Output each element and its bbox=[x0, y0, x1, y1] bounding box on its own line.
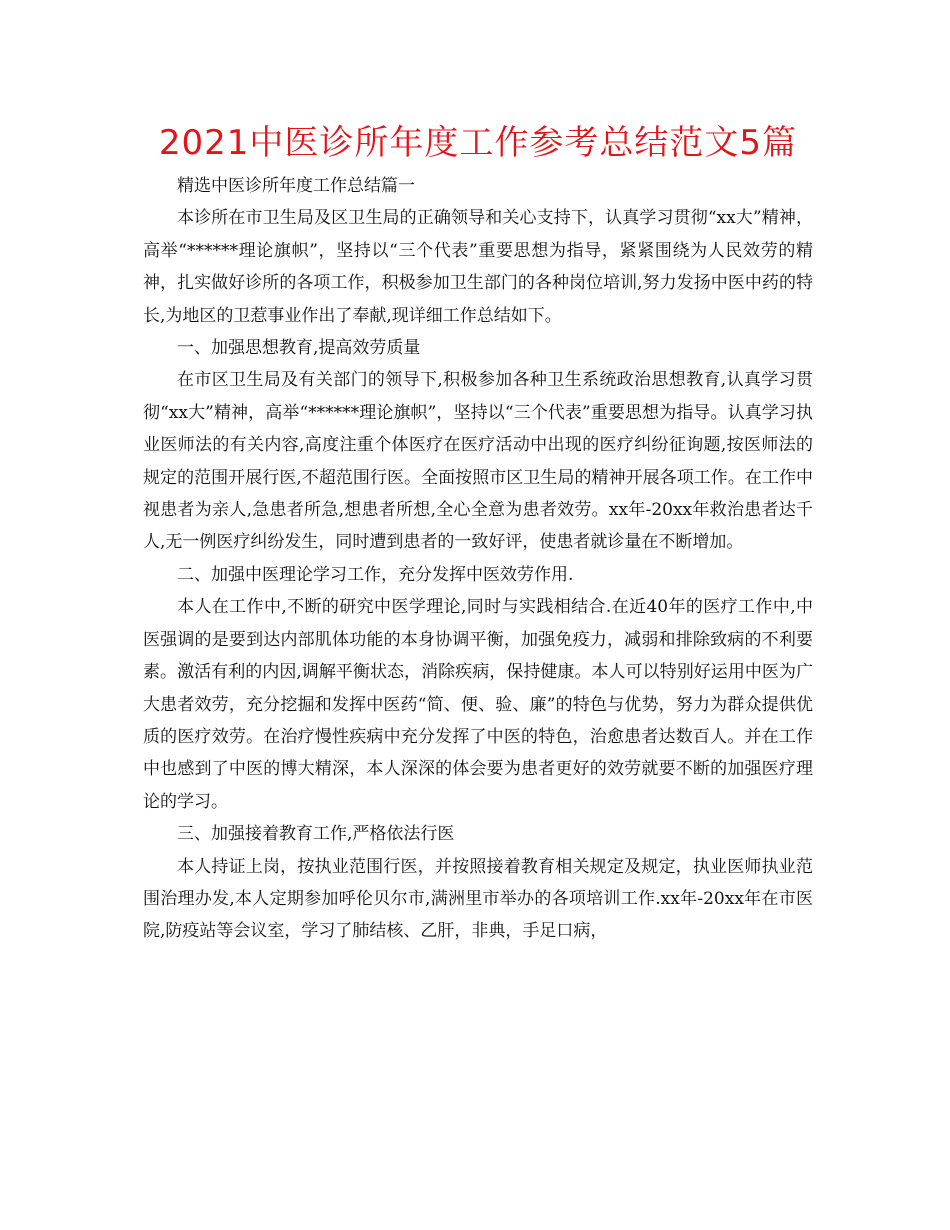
section-heading-1: 一、加强思想教育,提高效劳质量 bbox=[177, 338, 421, 359]
document-title: 2021中医诊所年度工作参考总结范文5篇 bbox=[158, 123, 798, 163]
document-page bbox=[143, 118, 813, 948]
section-heading-3: 三、加强接着教育工作,严格依法行医 bbox=[177, 824, 455, 845]
section-subtitle: 精选中医诊所年度工作总结篇一 bbox=[177, 176, 415, 196]
intro-paragraph: 本诊所在市卫生局及区卫生局的正确领导和关心支持下，认真学习贯彻“xx大”精神，高举“******理论旗帜”，坚持以“三个代表”重要思想为指导，紧紧围绕为人民效劳的精神，扎实做好诊所的各项工作，积极参加卫生部门的各种岗位培训,努力发扬中医中药的特长,为地区的卫惹事业作出了奉献,现详细工作总结如下。 bbox=[143, 208, 813, 326]
section-body-3: 本人持证上岗，按执业范围行医，并按照接着教育相关规定及规定，执业医师执业范围治理办发,本人定期参加呼伦贝尔市,满洲里市举办的各项培训工作.xx年-20xx年在市医院,防疫站等会议室，学习了肺结核、乙肝，非典，手足口病， bbox=[143, 856, 813, 942]
section-body-2: 本人在工作中,不断的研究中医学理论,同时与实践相结合.在近40年的医疗工作中,中医强调的是要到达内部肌体功能的本身协调平衡，加强免疫力，减弱和排除致病的不利要素。激活有利的内因,调解平衡状态，消除疾病，保持健康。本人可以特别好运用中医为广大患者效劳，充分挖掘和发挥中医药“简、便、验、廉”的特色与优势，努力为群众提供优质的医疗效劳。在治疗慢性疾病中充分发挥了中医的特色，治愈患者达数百人。并在工作中也感到了中医的博大精深，本人深深的体会要为患者更好的效劳就要不断的加强医疗理论的学习。 bbox=[143, 597, 813, 812]
section-heading-2: 二、加强中医理论学习工作，充分发挥中医效劳作用. bbox=[177, 564, 574, 585]
section-body-1: 在市区卫生局及有关部门的领导下,积极参加各种卫生系统政治思想教育,认真学习贯彻“xx大”精神，高举“******理论旗帜”，坚持以“三个代表”重要思想为指导。认真学习执业医师法的有关内容,高度注重个体医疗在医疗活动中出现的医疗纠纷征询题,按医师法的规定的范围开展行医,不超范围行医。全面按照市区卫生局的精神开展各项工作。在工作中视患者为亲人,急患者所急,想患者所想,全心全意为患者效劳。xx年-20xx年救治患者达千人,无一例医疗纠纷发生，同时遭到患者的一致好评，使患者就诊量在不断增加。 bbox=[143, 370, 813, 553]
